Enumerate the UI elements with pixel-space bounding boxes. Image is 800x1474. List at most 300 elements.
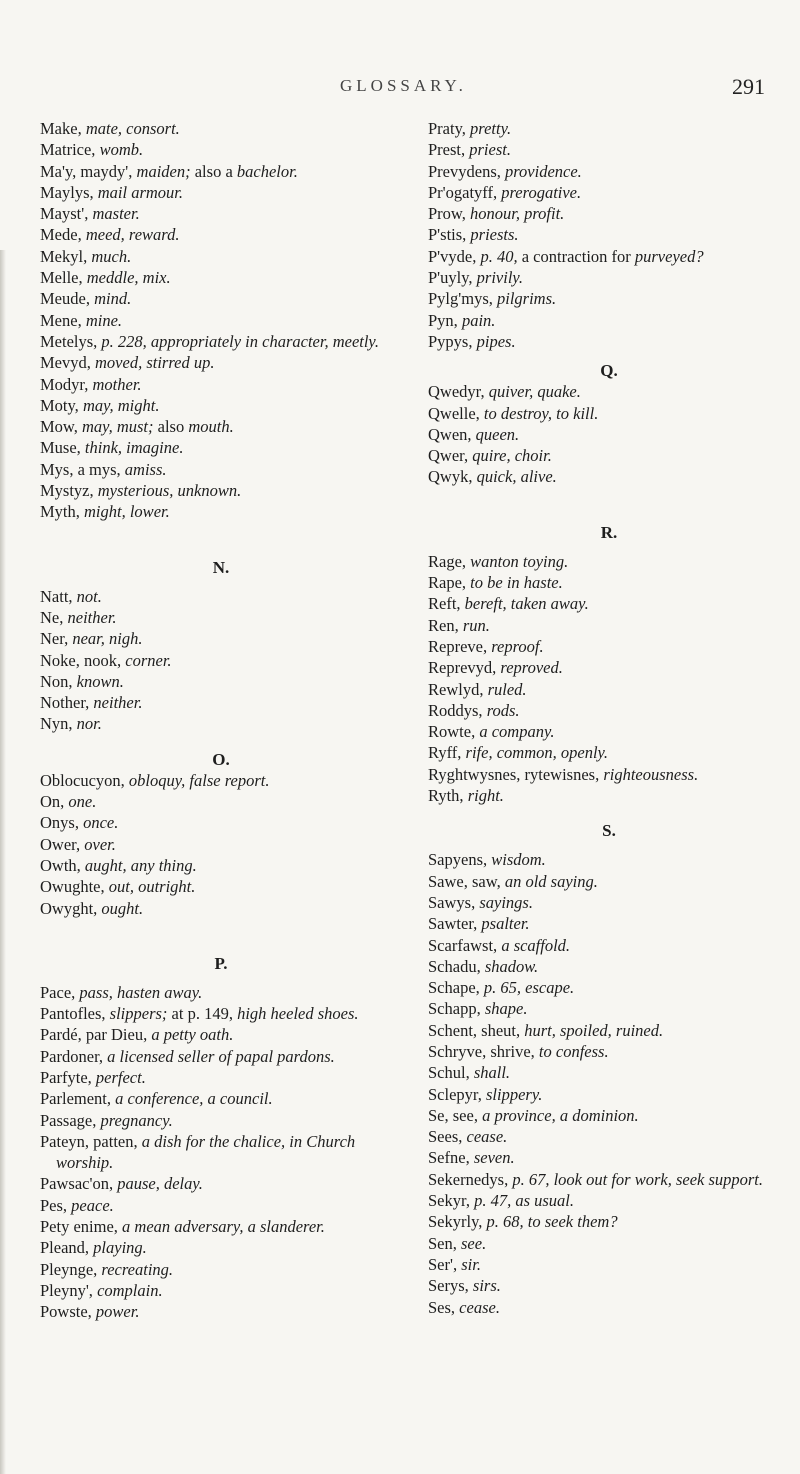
headword: Rewlyd, <box>428 679 488 699</box>
definition: obloquy, false report. <box>128 770 270 790</box>
glossary-entry <box>428 403 790 424</box>
definition: once. <box>83 813 119 833</box>
glossary-entry <box>40 437 402 458</box>
definition: rods. <box>486 700 520 720</box>
headword: Schent, sheut, <box>428 1020 525 1040</box>
definition: pass, hasten away. <box>79 982 203 1002</box>
glossary-entry <box>40 288 402 309</box>
glossary-entry <box>40 118 402 139</box>
headword: Myth, <box>40 502 85 522</box>
glossary-entry <box>40 395 402 416</box>
glossary-entry <box>428 1169 790 1190</box>
definition: p. 65, escape. <box>483 978 575 998</box>
glossary-entry <box>40 1237 402 1258</box>
definition: reproved. <box>500 658 563 678</box>
headword: Passage, <box>40 1110 101 1130</box>
headword: Sclepyr, <box>428 1084 486 1104</box>
glossary-entry <box>428 679 790 700</box>
glossary-entry <box>428 246 790 267</box>
running-head: GLOSSARY. <box>340 76 467 95</box>
glossary-entry <box>428 1275 790 1296</box>
section-s <box>428 849 790 1318</box>
headword: Onys, <box>40 813 84 833</box>
note: also a <box>194 161 237 181</box>
headword: Praty, <box>428 119 471 138</box>
glossary-entry <box>428 310 790 331</box>
definition: think, imagine. <box>84 438 184 458</box>
glossary-entry <box>428 1041 790 1062</box>
definition: p. 67, look out for work, seek support. <box>512 1169 764 1189</box>
glossary-entry <box>428 913 790 934</box>
glossary-entry <box>428 1190 790 1211</box>
definition: quick, alive. <box>476 467 557 487</box>
headword: Qwelle, <box>428 403 484 423</box>
glossary-entry <box>428 331 790 352</box>
definition: an old saying. <box>504 871 598 891</box>
headword: Rage, <box>428 551 471 571</box>
definition: priests. <box>470 225 519 245</box>
headword: Pypys, <box>428 331 477 351</box>
glossary-entry <box>40 898 402 919</box>
glossary-entry <box>40 1131 402 1174</box>
headword: Mys, a mys, <box>40 459 125 479</box>
glossary-entry <box>40 331 402 352</box>
definition: moved, stirred up. <box>95 353 215 373</box>
definition: perfect. <box>95 1067 146 1087</box>
glossary-entry <box>40 628 402 649</box>
glossary-entry <box>428 572 790 593</box>
headword: Sekyr, <box>428 1191 475 1211</box>
definition: out, outright. <box>108 877 196 897</box>
definition: mind. <box>94 289 132 309</box>
glossary-entry <box>40 1067 402 1088</box>
glossary-entry <box>428 935 790 956</box>
definition: over. <box>84 834 116 854</box>
glossary-entry <box>40 182 402 203</box>
definition: ruled. <box>487 679 527 699</box>
definition: mail armour. <box>97 182 184 202</box>
headword: Ner, <box>40 629 73 649</box>
headword: Prow, <box>428 204 471 224</box>
glossary-entry <box>428 721 790 742</box>
glossary-entry <box>40 770 402 791</box>
headword: Owth, <box>40 855 85 875</box>
definition: sir. <box>461 1254 481 1274</box>
section-n <box>40 586 402 735</box>
headword: Pawsac'on, <box>40 1174 118 1194</box>
definition: nor. <box>76 714 102 734</box>
definition: one. <box>68 792 97 812</box>
headword: Pleyny', <box>40 1280 98 1300</box>
definition: pause, delay. <box>117 1174 203 1194</box>
glossary-entry <box>428 224 790 245</box>
headword: Meude, <box>40 289 95 309</box>
glossary-entry <box>40 812 402 833</box>
definition: mysterious, unknown. <box>97 481 242 501</box>
definition: may, might. <box>82 395 160 415</box>
headword: Sekernedys, <box>428 1169 513 1189</box>
headword: Mayst', <box>40 204 93 224</box>
headword: Non, <box>40 671 77 691</box>
definition-cont: purveyed? <box>634 246 704 266</box>
definition: womb. <box>99 140 144 160</box>
definition: quire, choir. <box>472 446 552 466</box>
glossary-entry <box>40 1280 402 1301</box>
headword: Mede, <box>40 225 86 245</box>
glossary-entry <box>428 593 790 614</box>
definition: providence. <box>505 161 582 181</box>
glossary-entry <box>40 161 402 182</box>
headword: Sapyens, <box>428 850 492 870</box>
definition: corner. <box>125 650 172 670</box>
definition: wanton toying. <box>470 551 569 571</box>
headword: Qwen, <box>428 424 476 444</box>
glossary-entry <box>40 416 402 437</box>
headword: Sawys, <box>428 892 480 912</box>
glossary-entry <box>428 1211 790 1232</box>
page-number: 291 <box>732 74 765 99</box>
section-heading-o: O. <box>212 749 230 769</box>
glossary-entry <box>428 892 790 913</box>
headword: On, <box>40 792 69 812</box>
headword: Serys, <box>428 1276 473 1296</box>
headword: Repreve, <box>428 636 492 656</box>
headword: Sees, <box>428 1127 467 1147</box>
glossary-entry <box>40 1088 402 1109</box>
definition: recreating. <box>101 1259 174 1279</box>
definition: prerogative. <box>501 182 582 202</box>
headword: Ser', <box>428 1254 462 1274</box>
glossary-entry <box>40 713 402 734</box>
headword: Qwyk, <box>428 467 477 487</box>
headword: Ryghtwysnes, rytewisnes, <box>428 764 604 784</box>
glossary-entry <box>428 445 790 466</box>
definition: mate, consort. <box>85 119 180 138</box>
definition: cease. <box>459 1297 500 1317</box>
definition: cease. <box>466 1127 508 1147</box>
glossary-entry <box>428 139 790 160</box>
headword: Powste, <box>40 1302 96 1322</box>
headword: Mene, <box>40 310 86 330</box>
definition: right. <box>467 786 504 806</box>
headword: Ryff, <box>428 743 466 763</box>
definition: a company. <box>479 722 555 742</box>
glossary-entry <box>40 1216 402 1237</box>
glossary-entry <box>428 381 790 402</box>
glossary-entry <box>428 118 790 139</box>
headword: Mekyl, <box>40 246 92 266</box>
headword: Prevydens, <box>428 161 505 181</box>
definition: not. <box>76 586 102 606</box>
headword: Sen, <box>428 1233 461 1253</box>
headword: Roddys, <box>428 700 487 720</box>
glossary-entry <box>428 551 790 572</box>
headword: Muse, <box>40 438 85 458</box>
glossary-entry <box>40 855 402 876</box>
headword: Ma'y, maydy', <box>40 161 137 181</box>
definition: p. 228, appropriately in character, meetly. <box>101 331 379 351</box>
section-m <box>40 118 402 523</box>
headword: Schul, <box>428 1063 474 1083</box>
glossary-entry <box>428 203 790 224</box>
glossary-entry <box>428 267 790 288</box>
definition: slippers; <box>109 1004 172 1024</box>
glossary-entry <box>428 742 790 763</box>
section-heading-n: N. <box>212 557 230 577</box>
headword: Sekyrly, <box>428 1212 487 1232</box>
headword: Parlement, <box>40 1089 116 1109</box>
glossary-entry <box>40 1024 402 1045</box>
glossary-entry <box>428 1147 790 1168</box>
section-heading-s: S. <box>602 821 616 841</box>
page-binding-edge <box>0 250 6 1474</box>
definition: a scaffold. <box>501 935 571 955</box>
section-heading-q: Q. <box>600 361 618 381</box>
glossary-entry <box>428 1084 790 1105</box>
glossary-entry <box>428 615 790 636</box>
headword: Nother, <box>40 693 94 713</box>
definition: may, must; <box>82 417 158 437</box>
definition: quiver, quake. <box>488 382 581 402</box>
definition: shape. <box>484 999 528 1019</box>
headword: Moty, <box>40 395 83 415</box>
glossary-entry <box>428 657 790 678</box>
definition: righteousness. <box>603 764 699 784</box>
definition: sirs. <box>472 1276 501 1296</box>
definition: aught, any thing. <box>84 855 197 875</box>
definition: mother. <box>92 374 142 394</box>
headword: Metelys, <box>40 331 102 351</box>
definition: see. <box>461 1233 487 1253</box>
headword: Mevyd, <box>40 353 95 373</box>
headword: Mystyz, <box>40 481 98 501</box>
headword: Owughte, <box>40 877 109 897</box>
headword: Nyn, <box>40 714 77 734</box>
headword: P'stis, <box>428 225 471 245</box>
glossary-entry <box>40 480 402 501</box>
headword: Schapp, <box>428 999 485 1019</box>
definition: playing. <box>93 1238 147 1258</box>
glossary-entry <box>40 791 402 812</box>
glossary-entry <box>40 671 402 692</box>
glossary-entry <box>40 1110 402 1131</box>
definition: privily. <box>476 268 523 288</box>
headword: Ryth, <box>428 786 468 806</box>
headword: Oblocucyon, <box>40 770 129 790</box>
section-r <box>428 551 790 807</box>
definition: a conference, a council. <box>115 1089 273 1109</box>
definition: to confess. <box>538 1041 609 1061</box>
glossary-entry <box>40 246 402 267</box>
glossary-entry <box>428 998 790 1019</box>
definition: pipes. <box>476 331 516 351</box>
headword: Sefne, <box>428 1148 474 1168</box>
headword: Rape, <box>428 573 471 593</box>
headword: Pardé, par Dieu, <box>40 1025 152 1045</box>
glossary-entry <box>428 700 790 721</box>
glossary-entry <box>428 1126 790 1147</box>
glossary-entry <box>428 956 790 977</box>
headword: P'uyly, <box>428 268 477 288</box>
definition: to be in haste. <box>470 573 563 593</box>
glossary-entry <box>40 1173 402 1194</box>
glossary-entry <box>40 139 402 160</box>
definition: meddle, mix. <box>86 268 171 288</box>
headword: Pateyn, patten, <box>40 1131 142 1151</box>
headword: Pleand, <box>40 1238 94 1258</box>
glossary-entry <box>428 636 790 657</box>
glossary-entry <box>40 1259 402 1280</box>
definition: seven. <box>473 1148 515 1168</box>
glossary-entry <box>428 182 790 203</box>
glossary-entry <box>40 1046 402 1067</box>
definition: shall. <box>473 1063 511 1083</box>
headword: Schryve, shrive, <box>428 1041 539 1061</box>
headword: Schape, <box>428 978 484 998</box>
headword: Natt, <box>40 586 77 606</box>
headword: Pes, <box>40 1195 72 1215</box>
definition: honour, profit. <box>470 204 565 224</box>
definition: pilgrims. <box>497 289 557 309</box>
glossary-entry <box>40 374 402 395</box>
definition: shadow. <box>484 956 539 976</box>
glossary-entry <box>428 1105 790 1126</box>
note: also <box>157 417 189 437</box>
definition: known. <box>76 671 124 691</box>
definition: slippery. <box>486 1084 543 1104</box>
glossary-entry <box>40 834 402 855</box>
headword: Modyr, <box>40 374 93 394</box>
section-heading-r: R. <box>600 522 618 542</box>
glossary-entry <box>40 352 402 373</box>
glossary-entry <box>428 288 790 309</box>
headword: Reft, <box>428 594 465 614</box>
headword: Se, see, <box>428 1105 483 1125</box>
definition: a province, a dominion. <box>482 1105 639 1125</box>
glossary-entry <box>428 424 790 445</box>
glossary-entry <box>428 1233 790 1254</box>
definition: hurt, spoiled, ruined. <box>524 1020 664 1040</box>
glossary-entry <box>428 977 790 998</box>
glossary-entry <box>40 1195 402 1216</box>
definition: p. 47, as usual. <box>474 1191 575 1211</box>
headword: Noke, nook, <box>40 650 126 670</box>
definition: pain. <box>461 310 496 330</box>
definition: mine. <box>85 310 123 330</box>
definition: master. <box>92 204 140 224</box>
headword: P'vyde, <box>428 246 481 266</box>
glossary-entry <box>40 650 402 671</box>
glossary-entry <box>40 982 402 1003</box>
headword: Mow, <box>40 417 83 437</box>
page-header <box>0 74 800 104</box>
glossary-entry <box>428 1254 790 1275</box>
headword: Sawter, <box>428 914 482 934</box>
headword: Qwedyr, <box>428 382 489 402</box>
glossary-entry <box>428 161 790 182</box>
headword: Pace, <box>40 982 80 1002</box>
headword: Rowte, <box>428 722 480 742</box>
glossary-entry <box>428 871 790 892</box>
glossary-entry <box>40 1301 402 1322</box>
glossary-entry <box>40 310 402 331</box>
headword: Pantofles, <box>40 1004 110 1024</box>
note: at p. 149, <box>171 1004 238 1024</box>
headword: Make, <box>40 119 86 138</box>
definition: a licensed seller of papal pardons. <box>107 1046 335 1066</box>
definition-cont: bachelor. <box>236 161 298 181</box>
definition-cont: mouth. <box>188 417 234 437</box>
headword: Pylg'mys, <box>428 289 497 309</box>
section-q <box>428 381 790 487</box>
definition: ought. <box>101 898 144 918</box>
headword: Maylys, <box>40 182 98 202</box>
headword: Pardoner, <box>40 1046 108 1066</box>
headword: Ne, <box>40 607 68 627</box>
section-p-continued <box>428 118 790 352</box>
definition: amiss. <box>124 459 167 479</box>
definition: sayings. <box>479 892 533 912</box>
headword: Owyght, <box>40 898 102 918</box>
glossary-entry <box>40 876 402 897</box>
definition: reproof. <box>491 636 544 656</box>
headword: Qwer, <box>428 446 473 466</box>
headword: Melle, <box>40 268 87 288</box>
definition: meed, reward. <box>85 225 180 245</box>
definition: to destroy, to kill. <box>483 403 599 423</box>
headword: Ren, <box>428 615 463 635</box>
glossary-entry <box>40 203 402 224</box>
definition-cont: high heeled shoes. <box>237 1004 359 1024</box>
definition: pregnancy. <box>100 1110 173 1130</box>
left-column <box>40 118 402 1323</box>
definition: psalter. <box>481 914 530 934</box>
glossary-entry <box>40 501 402 522</box>
definition: rife, common, openly. <box>465 743 609 763</box>
headword: Pety enime, <box>40 1217 123 1237</box>
glossary-entry <box>40 607 402 628</box>
section-heading-p: P. <box>214 953 228 973</box>
definition: run. <box>462 615 490 635</box>
definition: queen. <box>475 424 520 444</box>
definition: might, lower. <box>84 502 170 522</box>
glossary-entry <box>40 692 402 713</box>
definition: neither. <box>67 607 117 627</box>
right-column <box>428 118 790 1318</box>
glossary-entry <box>40 224 402 245</box>
glossary-entry <box>428 764 790 785</box>
glossary-entry <box>40 459 402 480</box>
section-o <box>40 770 402 919</box>
definition: p. 68, to seek them? <box>486 1212 618 1232</box>
headword: Ower, <box>40 834 85 854</box>
definition: neither. <box>93 693 143 713</box>
definition: a petty oath. <box>151 1025 234 1045</box>
headword: Matrice, <box>40 140 100 160</box>
headword: Sawe, saw, <box>428 871 505 891</box>
headword: Prest, <box>428 140 470 160</box>
glossary-entry <box>40 586 402 607</box>
definition: a dish for the chalice, in Church worship. <box>56 1131 356 1173</box>
headword: Pleynge, <box>40 1259 102 1279</box>
headword: Reprevyd, <box>428 658 501 678</box>
headword: Ses, <box>428 1297 460 1317</box>
note: a contraction for <box>521 246 635 266</box>
glossary-entry <box>428 1020 790 1041</box>
definition: power. <box>95 1302 140 1322</box>
headword: Pyn, <box>428 310 462 330</box>
section-p <box>40 982 402 1323</box>
